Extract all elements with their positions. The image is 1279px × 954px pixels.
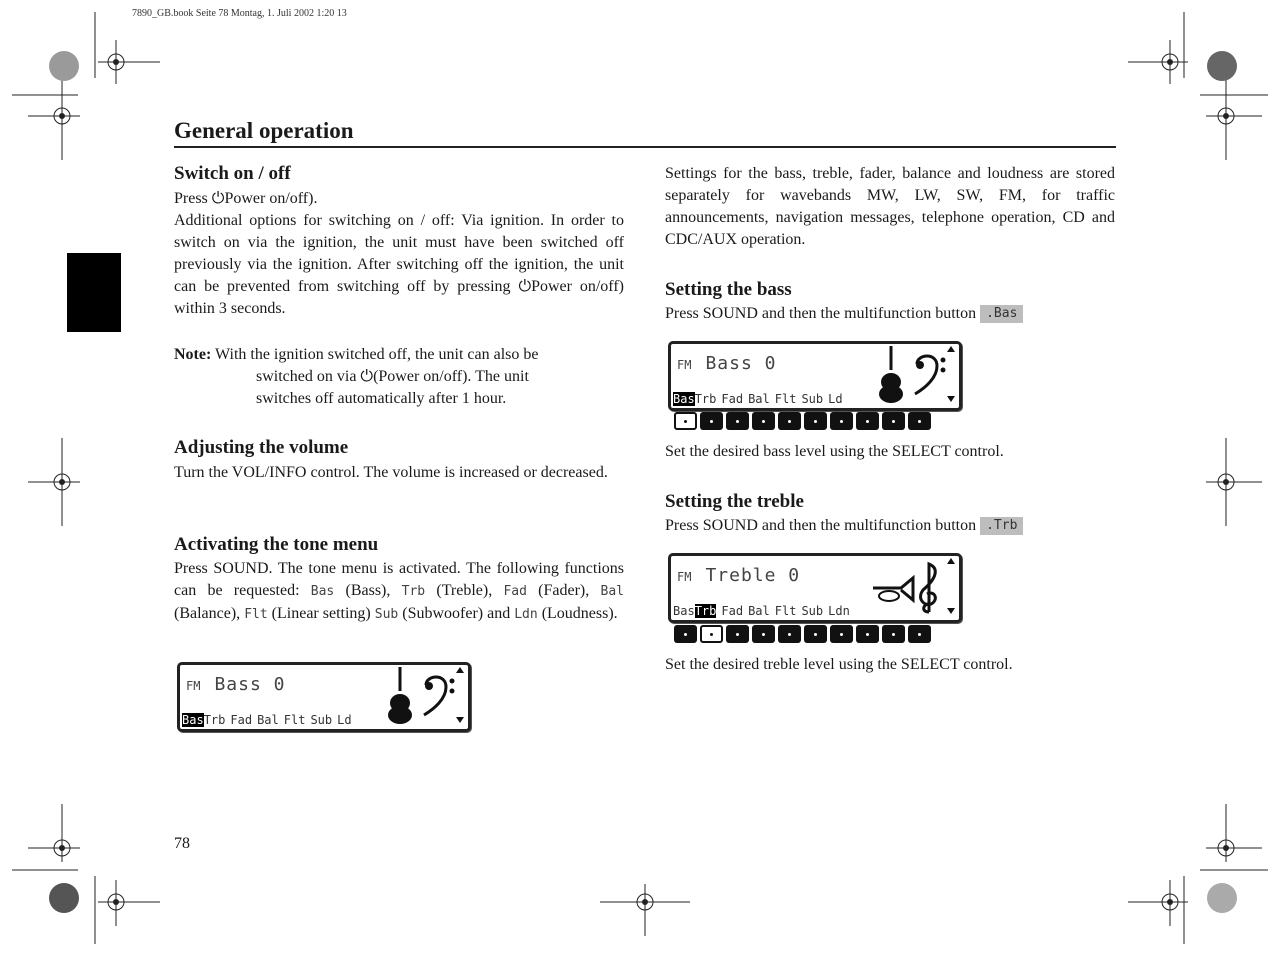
switch-heading: Switch on / off (174, 163, 291, 184)
tone-heading: Activating the tone menu (174, 534, 379, 555)
multifunction-key-7[interactable] (830, 625, 853, 643)
multifunction-key-6[interactable] (804, 412, 827, 430)
double-bass-icon (876, 346, 906, 404)
treble-press-line: Press SOUND and then the multifunction button .Trb (665, 515, 1115, 537)
lcd-display-treble: FM Treble 0 BasTrb Fad Bal Flt Sub Ldn (668, 553, 962, 623)
multifunction-key-4[interactable] (752, 625, 775, 643)
switch-paragraph: Additional options for switching on / off: Via ignition. In order to switch on via the ignition, the unit must have been switched off previously via the ignition. After switching off the ignition, the unit can be prevented from switching off by pressing ⏻Power on/off) within 3 seconds. (174, 212, 624, 317)
bass-clef-icon (911, 350, 951, 402)
switch-press-line: Press ⏻Power on/off). (174, 190, 318, 207)
trumpet-icon (871, 574, 917, 604)
multifunction-key-3[interactable] (726, 412, 749, 430)
treble-clef-icon (917, 560, 941, 616)
scroll-arrows-icon (456, 667, 464, 723)
multifunction-keys-bass (674, 412, 931, 430)
title-rule (174, 146, 1116, 148)
power-icon: ⏻ (518, 278, 532, 295)
double-bass-icon (385, 667, 415, 725)
multifunction-key-8[interactable] (856, 412, 879, 430)
bass-press-line: Press SOUND and then the multifunction button .Bas (665, 303, 1115, 325)
volume-heading: Adjusting the volume (174, 437, 349, 458)
multifunction-key-9[interactable] (882, 412, 905, 430)
multifunction-keys-treble (674, 625, 931, 643)
multifunction-key-9[interactable] (882, 625, 905, 643)
multifunction-key-2[interactable] (700, 412, 723, 430)
treble-after-text: Set the desired treble level using the SELECT control. (665, 656, 1013, 673)
bass-clef-icon (420, 671, 460, 723)
multifunction-key-6[interactable] (804, 625, 827, 643)
multifunction-key-5[interactable] (778, 412, 801, 430)
multifunction-key-10[interactable] (908, 625, 931, 643)
scroll-arrows-icon (947, 346, 955, 402)
treble-heading: Setting the treble (665, 491, 804, 512)
multifunction-key-10[interactable] (908, 412, 931, 430)
volume-text: Turn the VOL/INFO control. The volume is increased or decreased. (174, 464, 608, 481)
power-icon: ⏻ (211, 190, 225, 207)
chapter-tab (67, 253, 121, 332)
bass-heading: Setting the bass (665, 279, 792, 300)
multifunction-key-4[interactable] (752, 412, 775, 430)
print-header: 7890_GB.book Seite 78 Montag, 1. Juli 2002 1:20 13 (132, 8, 347, 19)
multifunction-key-7[interactable] (830, 412, 853, 430)
lcd-display-bass: FM Bass 0 BasTrb Fad Bal Flt Sub Ld (668, 341, 962, 411)
trb-button-label: .Trb (980, 517, 1023, 535)
note-block: Note: With the ignition switched off, the unit can also be switched on via ⏻(Power on/off). The unit switches off automatically after 1 hour. (174, 346, 539, 407)
lcd-display-bass-left: FM Bass 0 BasTrb Fad Bal Flt Sub Ld (177, 662, 471, 732)
settings-intro: Settings for the bass, treble, fader, balance and loudness are stored separately for wavebands MW, LW, SW, FM, for traffic announcements, navigation messages, telephone operation, CD and CDC/AUX operation. (665, 165, 1115, 248)
power-icon: ⏻ (360, 368, 374, 385)
bass-after-text: Set the desired bass level using the SELECT control. (665, 443, 1004, 460)
bas-button-label: .Bas (980, 305, 1023, 323)
multifunction-key-5[interactable] (778, 625, 801, 643)
multifunction-key-2[interactable] (700, 625, 723, 643)
page-title: General operation (174, 118, 354, 143)
tone-text: Press SOUND. The tone menu is activated. The following functions can be requested: Bas (Bass), Trb (Treble), Fad (Fader), Bal (Balance), Flt (Linear setting) Sub (Subwoofer) and Ldn (Loudness). (174, 560, 624, 622)
multifunction-key-1[interactable] (674, 412, 697, 430)
multifunction-key-8[interactable] (856, 625, 879, 643)
scroll-arrows-icon (947, 558, 955, 614)
page-number: 78 (174, 835, 190, 852)
multifunction-key-3[interactable] (726, 625, 749, 643)
multifunction-key-1[interactable] (674, 625, 697, 643)
